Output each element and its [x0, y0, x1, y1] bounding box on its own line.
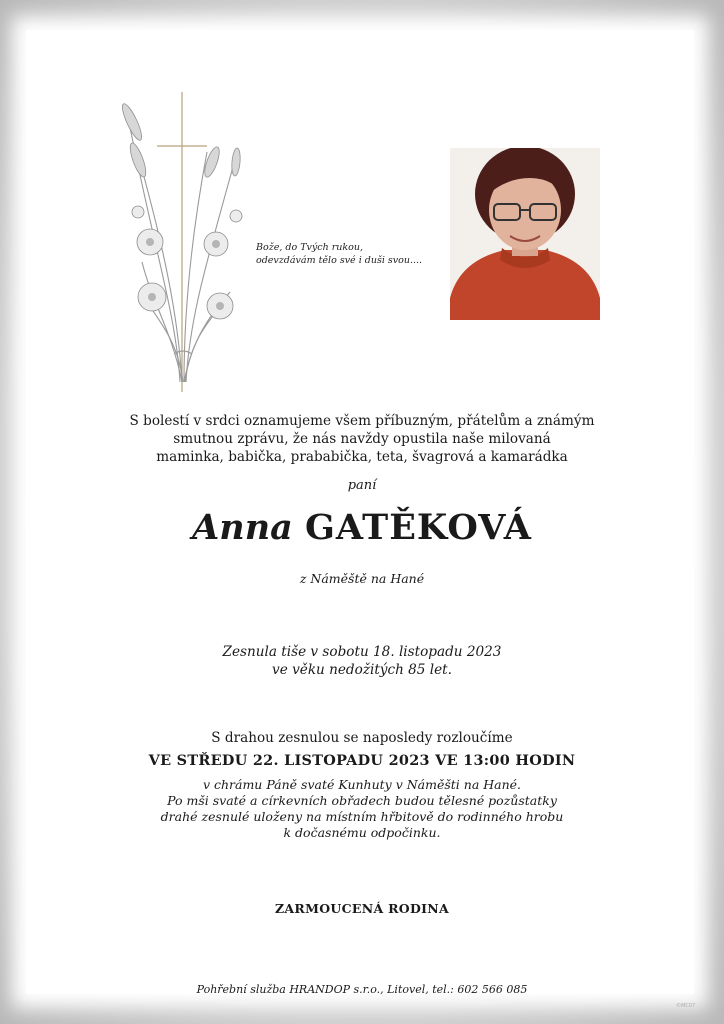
funeral-details — [0, 777, 724, 841]
announcement-line: maminka, babička, prababička, teta, švagrová a kamarádka — [156, 449, 568, 465]
prayer-quote — [256, 241, 456, 267]
funeral-detail-line: k dočasnému odpočinku. — [283, 825, 441, 840]
funeral-service-footer: Pohřební služba HRANDOP s.r.o., Litovel, tel.: 602 566 085 — [196, 983, 528, 996]
announcement-line: smutnou zprávu, že nás navždy opustila naše milovaná — [173, 431, 551, 447]
origin-place: z Náměště na Hané — [299, 571, 425, 586]
funeral-detail-line: drahé zesnulé uloženy na místním hřbitově do rodinného hrobu — [160, 809, 564, 824]
age-line: ve věku nedožitých 85 let. — [272, 662, 452, 678]
death-date-line: Zesnula tiše v sobotu 18. listopadu 2023 — [222, 644, 502, 660]
announcement-text — [0, 412, 724, 466]
honorific: paní — [347, 478, 377, 493]
funeral-datetime: VE STŘEDU 22. LISTOPADU 2023 VE 13:00 HODIN — [148, 752, 576, 769]
death-notice — [0, 643, 724, 679]
first-name: Anna — [192, 507, 293, 548]
funeral-detail-line: Po mši svaté a církevních obřadech budou tělesné pozůstatky — [167, 793, 557, 808]
template-code: ©MC07 — [676, 1003, 696, 1009]
farewell-intro: S drahou zesnulou se naposledy rozloučíme — [211, 730, 513, 746]
deceased-name — [0, 504, 724, 552]
funeral-detail-line: v chrámu Páně svaté Kunhuty v Náměšti na Hané. — [202, 777, 522, 792]
last-name: GATĚKOVÁ — [305, 507, 532, 548]
portrait-illustration — [450, 148, 600, 320]
prayer-quote-line: Bože, do Tvých rukou, — [256, 242, 363, 253]
bouquet-cross-illustration — [112, 92, 262, 402]
portrait-photo — [450, 148, 600, 320]
prayer-quote-line: odevzdávám tělo své i duši svou.... — [256, 255, 423, 266]
family-signature: ZARMOUCENÁ RODINA — [275, 901, 449, 916]
announcement-line: S bolestí v srdci oznamujeme všem příbuzným, přátelům a známým — [129, 413, 595, 429]
